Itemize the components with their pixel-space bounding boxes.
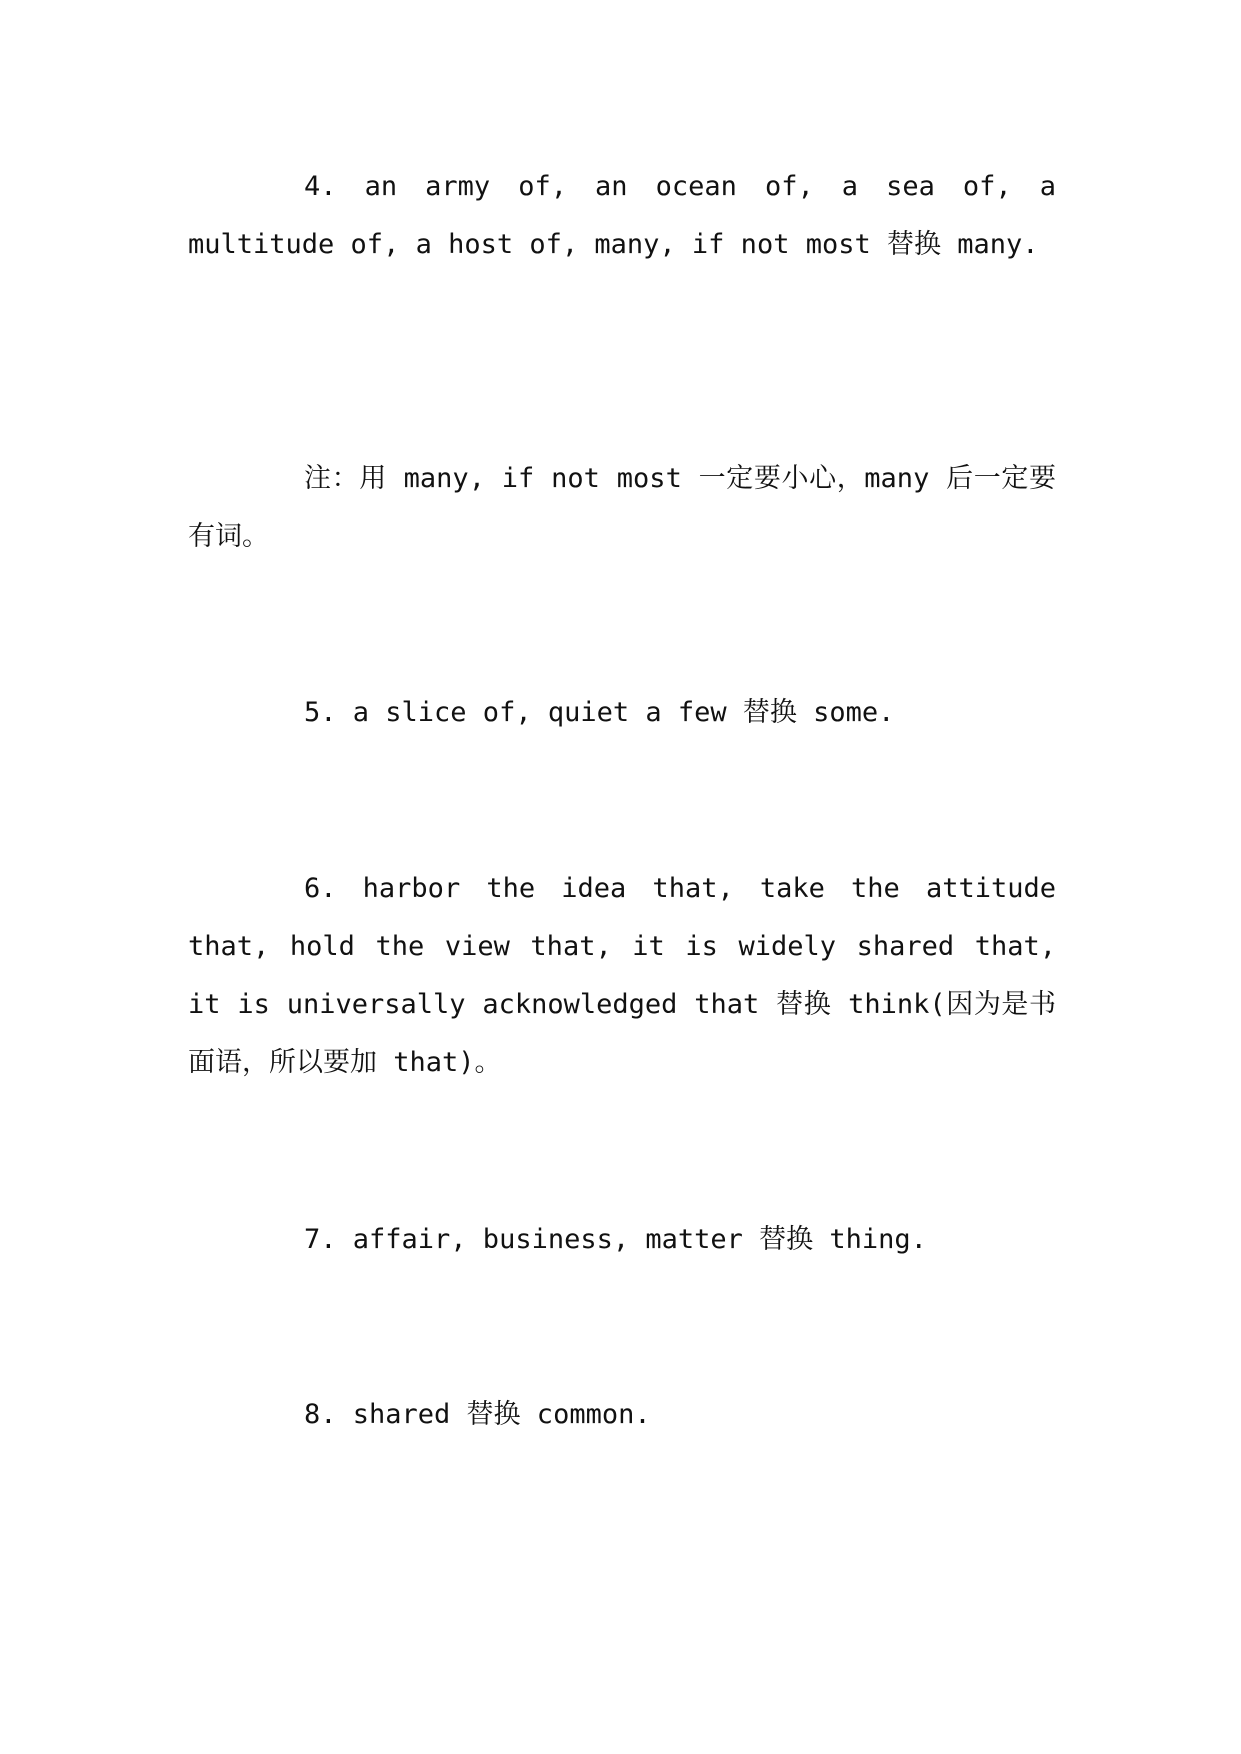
paragraph-item-8: 8. shared 替换 common. bbox=[304, 1399, 651, 1430]
paragraph-item-5: 5. a slice of, quiet a few 替换 some. bbox=[304, 697, 895, 728]
paragraph-item-7: 7. affair, business, matter 替换 thing. bbox=[304, 1224, 927, 1255]
paragraph-item-4: 4. an army of, an ocean of, a sea of, a multitude of, a host of, many, if not most 替换 many. bbox=[188, 171, 1056, 260]
paragraph-item-6: 6. harbor the idea that, take the attitude that, hold the view that, it is widely shared that, it is universally acknowledged that 替换 think(因为是书面语，所以要加 that)。 bbox=[188, 873, 1056, 1078]
paragraph-note: 注：用 many, if not most 一定要小心，many 后一定要有词。 bbox=[188, 463, 1056, 552]
